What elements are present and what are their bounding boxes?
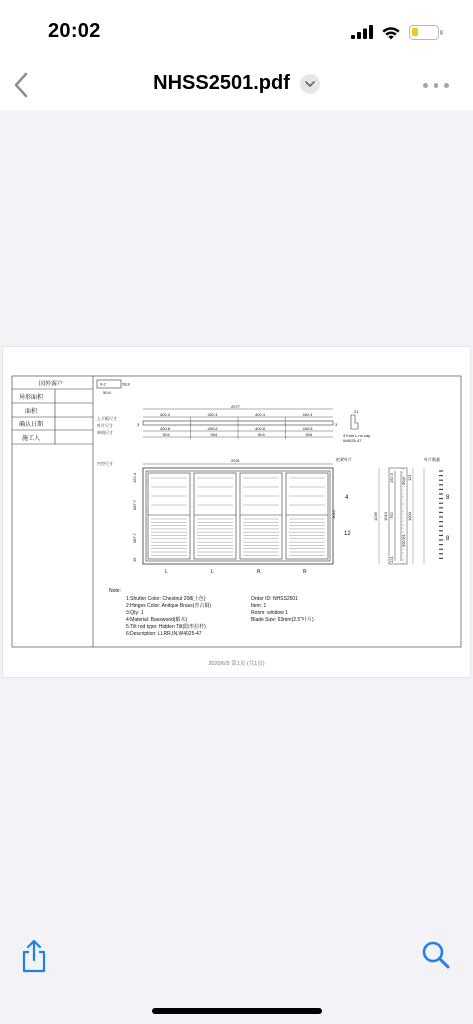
row-label-louver: 叶片尺寸 xyxy=(97,423,113,428)
battery-tip xyxy=(440,30,443,35)
search-icon xyxy=(421,940,451,970)
louver-width: 400.8 xyxy=(160,426,171,431)
document-title-button[interactable] xyxy=(153,72,320,95)
home-indicator xyxy=(152,1008,322,1014)
side-dim: 192.9 xyxy=(389,472,394,483)
side-dim: 1010 xyxy=(383,512,388,521)
table-row-label: 施工人 xyxy=(22,436,41,442)
share-icon xyxy=(20,938,48,974)
bottom-toolbar xyxy=(0,930,473,990)
cap-note-line: W4025-47 xyxy=(343,438,362,443)
blade-count: 8 xyxy=(446,495,450,501)
battery-level xyxy=(412,28,418,36)
cap-note-line: 47mm L no cap xyxy=(343,433,371,438)
document-title: NHSS2501.pdf xyxy=(153,72,290,94)
louver-width: 400.8 xyxy=(207,426,218,431)
left-dim: 587.7 xyxy=(132,532,137,543)
table-header: 国外客户 xyxy=(39,381,64,388)
louver-count-top: 4 xyxy=(345,495,349,501)
row-label-panel: 单扇尺寸 xyxy=(97,430,113,435)
cellular-signal-icon xyxy=(351,25,373,39)
note-line: 1:Shutter Color: Chestnut 208(上色) xyxy=(126,596,206,602)
profile-dim-side: 28.8 xyxy=(122,381,130,387)
order-line: Order ID: NHSS2501 xyxy=(251,596,298,602)
blade-stack xyxy=(439,471,443,558)
louver-width: 400.8 xyxy=(302,426,313,431)
status-bar xyxy=(0,0,473,62)
profile-dim-bottom: 50.6 xyxy=(103,390,111,395)
panel-width: 504 xyxy=(258,432,265,437)
back-button[interactable] xyxy=(10,70,38,102)
chevron-down-icon xyxy=(300,74,320,94)
left-dim: 26 xyxy=(132,557,137,562)
inner-size-label: 内空尺寸 xyxy=(97,461,113,466)
order-line: Room: window 1 xyxy=(251,610,288,616)
table-row-label: 确认日期 xyxy=(19,422,44,428)
chevron-left-icon xyxy=(10,70,38,102)
panel-top-width: 402.4 xyxy=(302,412,313,417)
battery-icon xyxy=(409,25,439,40)
more-options-button[interactable] xyxy=(423,80,449,90)
panel-width: 504 xyxy=(305,432,313,437)
panel-letter: L xyxy=(211,569,214,575)
panel-top-width: 402.4 xyxy=(160,412,171,417)
shutter-panel xyxy=(194,473,236,559)
left-dim: 152.4 xyxy=(132,472,137,483)
shutter-panel xyxy=(148,473,190,559)
nav-bar xyxy=(0,62,473,110)
side-dim: 200.91 xyxy=(401,534,406,547)
note-line: 6:Description: LLRR,IN,W4025-47 xyxy=(126,631,202,637)
document-title-area xyxy=(0,72,473,95)
status-icons xyxy=(351,22,439,42)
panel-top-width: 402.4 xyxy=(207,412,218,417)
note-line: 5:Tilt rod type: Hidden Tilt(隐形拉杆) xyxy=(126,624,206,630)
side-dim: 121 xyxy=(407,474,412,481)
pdf-page[interactable] xyxy=(3,347,470,677)
ellipsis-dot-icon xyxy=(423,83,428,88)
side-section-label: 松紧叶片 xyxy=(336,457,352,462)
shutter-drawing xyxy=(3,347,470,677)
left-dim: 587.7 xyxy=(132,499,137,510)
table-row-label: 异形面积 xyxy=(19,395,44,401)
row-label-top-board: 上下板尺寸 xyxy=(97,416,117,421)
louver-count-bottom: 12 xyxy=(344,531,351,537)
panel-width: 504 xyxy=(163,432,170,437)
side-gap-left: 3 xyxy=(137,422,140,427)
side-dim: 792 xyxy=(389,512,394,519)
share-button[interactable] xyxy=(20,938,48,974)
side-dim: 1004 xyxy=(407,512,412,521)
top-dimension-labels xyxy=(160,412,313,437)
side-gap-right: 3 xyxy=(335,422,338,427)
side-dim: 50.8 xyxy=(401,477,406,485)
ellipsis-dot-icon xyxy=(434,83,439,88)
inner-width: 2031 xyxy=(231,458,240,463)
note-line: 3:Qty: 1 xyxy=(126,610,144,616)
table-row-label: 面积 xyxy=(25,409,38,415)
page-footer: 2020/6/5 第1页 (共1页) xyxy=(208,661,265,667)
order-line: Blade Size: 63mm(2.5"叶片) xyxy=(251,617,314,623)
shutter-panels xyxy=(148,473,328,559)
panel-letter: R xyxy=(303,569,307,575)
panel-letter: R xyxy=(257,569,261,575)
louver-width: 400.8 xyxy=(255,426,266,431)
status-time: 20:02 xyxy=(48,20,101,42)
profile-label: 9-2 xyxy=(100,381,106,387)
blade-count-label: 叶片数量 xyxy=(424,457,440,462)
ellipsis-dot-icon xyxy=(444,83,449,88)
top-total-width: 2077 xyxy=(231,404,240,409)
note-line: 4:Material: Basswood(椴木) xyxy=(126,617,188,623)
cap-dim: 21 xyxy=(354,409,359,414)
panel-letter: L xyxy=(165,569,168,575)
shutter-panel xyxy=(240,473,282,559)
panel-top-width: 402.4 xyxy=(255,412,266,417)
order-line: Item: 1 xyxy=(251,603,267,609)
height-right: 1010 xyxy=(331,510,336,519)
blade-count: 8 xyxy=(446,536,450,542)
shutter-panel xyxy=(286,473,328,559)
panel-width: 504 xyxy=(210,432,218,437)
search-button[interactable] xyxy=(421,940,451,970)
note-line: 2:Hinges Color: Anitque Brass(青古铜) xyxy=(126,603,212,609)
wifi-icon xyxy=(381,25,401,40)
side-dim: 1036 xyxy=(373,512,378,521)
side-dim: 121 xyxy=(389,556,394,563)
note-label: Note: xyxy=(109,588,121,594)
panel-letters xyxy=(165,569,307,575)
